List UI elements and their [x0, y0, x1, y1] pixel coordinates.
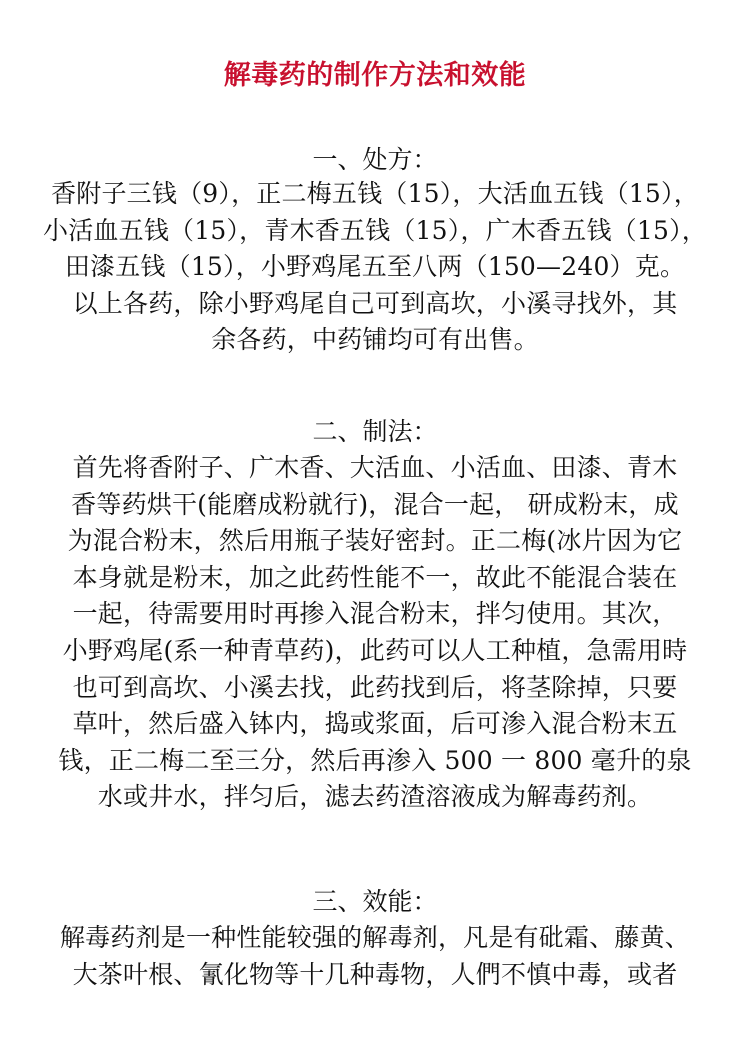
text-line: 首先将香附子、广木香、大活血、小活血、田漆、青木: [72, 453, 678, 482]
section-heading-preparation: 二、制法：: [312, 417, 438, 446]
section-body-preparation: [30, 450, 720, 816]
text-line: 余各药，中药铺均可有出售。: [211, 325, 539, 355]
text-line: 解毒药剂是一种性能较强的解毒剂，凡是有砒霜、藤黄、: [59, 923, 690, 952]
text-line: 大茶叶根、氰化物等十几种毒物，人們不慎中毒，或者: [72, 959, 678, 989]
section-heading-prescription: 一、处方：: [312, 145, 438, 174]
section-heading-efficacy: 三、效能：: [312, 887, 438, 916]
text-line: 草叶，然后盛入钵内，捣或浆面，后可渗入混合粉末五: [72, 709, 678, 739]
text-line: 钱，正二梅二至三分，然后再渗入 500 一 800 毫升的泉: [58, 745, 692, 775]
text-line: 一起，待需要用时再掺入混合粉末，拌匀使用。其次，: [72, 599, 678, 629]
text-line: 本身就是粉末，加之此药性能不一，故此不能混合装在: [72, 562, 678, 592]
section-body-efficacy: [30, 920, 720, 993]
text-line: 田漆五钱（15），小野鸡尾五至八两（150—240）克。: [64, 252, 686, 282]
text-line: 香附子三钱（9），正二梅五钱（15），大活血五钱（15），: [51, 179, 699, 208]
text-line: 小活血五钱（15），青木香五钱（15），广木香五钱（15），: [43, 215, 707, 245]
text-line: 香等药烘干(能磨成粉就行)，混合一起， 研成粉末，成: [71, 489, 679, 519]
text-line: 也可到高坎、小溪去找，此药找到后，将茎除掉，只要: [72, 672, 678, 702]
text-line: 以上各药，除小野鸡尾自己可到高坎，小溪寻找外，其: [72, 288, 678, 318]
section-body-prescription: [30, 176, 720, 359]
text-line: 小野鸡尾(系一种青草药)，此药可以人工种植，急需用時: [62, 635, 688, 665]
text-line: 为混合粉末，然后用瓶子装好密封。正二梅(冰片因为它: [67, 526, 683, 556]
text-line: 水或井水，拌匀后，滤去药渣溶液成为解毒药剂。: [97, 782, 653, 812]
document-title: 解毒药的制作方法和效能: [223, 60, 527, 91]
